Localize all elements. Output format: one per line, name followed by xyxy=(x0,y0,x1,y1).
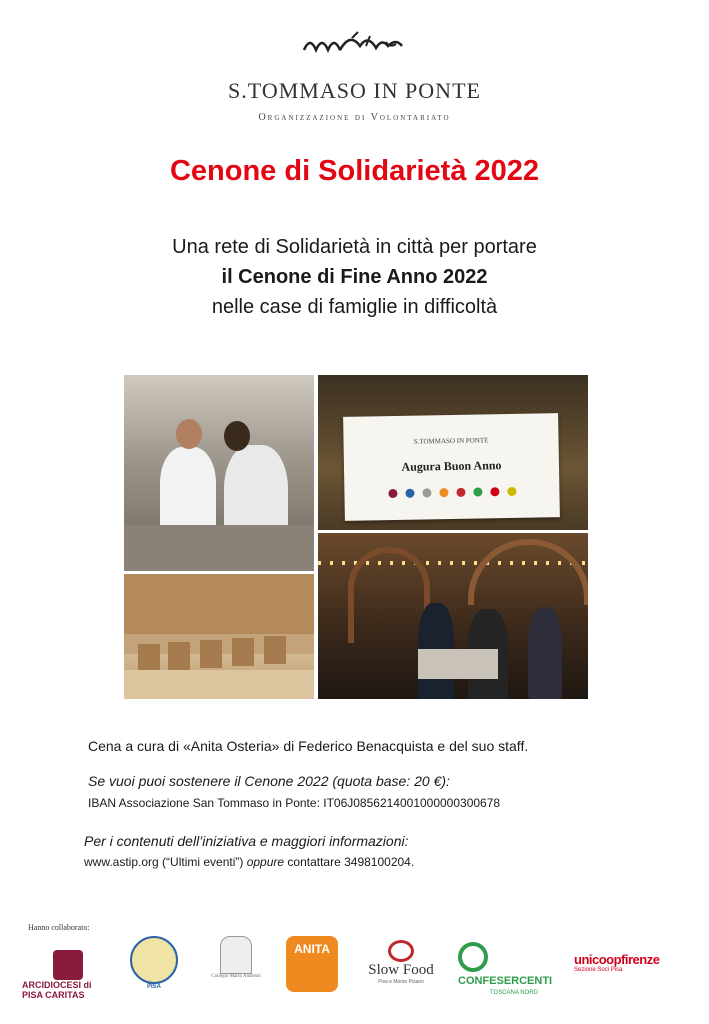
sponsor-dot xyxy=(456,488,465,497)
chef-figure xyxy=(160,447,216,537)
collaborators-label: Hanno collaborato: xyxy=(28,923,90,932)
iban-text: IBAN Associazione San Tommaso in Ponte: IT06J0856214001000000300678 xyxy=(88,796,501,810)
oppure-text: oppure xyxy=(246,855,285,869)
collegio-logo xyxy=(208,936,264,1000)
calligraphy-logo-icon xyxy=(300,28,410,62)
page-title: Cenone di Solidarietà 2022 xyxy=(169,155,540,187)
sponsor-logos xyxy=(22,936,692,1000)
slow-food-caption: Pisa e Monte Pisano xyxy=(378,979,424,985)
bag xyxy=(200,640,222,668)
confesercenti-name: CONFESERCENTI xyxy=(458,974,553,987)
sign-board xyxy=(343,413,560,521)
collegio-caption: Collegio Mario Andreini xyxy=(211,974,261,979)
caritas-cross-icon xyxy=(53,950,83,980)
pubblica-caption: PISA xyxy=(146,984,161,990)
logo xyxy=(0,28,709,62)
bag xyxy=(168,642,190,670)
photo-sign xyxy=(318,375,588,530)
unicoop-name: unicoopfirenze xyxy=(574,952,660,967)
info-text: Per i contenuti dell’iniziativa e maggiori informazioni: xyxy=(84,833,409,849)
arch xyxy=(468,539,588,605)
sponsor-dot xyxy=(490,487,499,496)
intro-line-3: nelle case di famiglie in difficoltà xyxy=(211,296,498,318)
chef-head xyxy=(224,421,250,451)
org-name: S.TOMMASO IN PONTE xyxy=(228,78,481,103)
counter xyxy=(124,525,314,571)
bag xyxy=(138,644,160,670)
table xyxy=(418,649,498,679)
anita-badge: ANITA xyxy=(286,936,338,992)
pubblica-assistenza-logo xyxy=(126,936,182,996)
photo-collage xyxy=(124,375,588,699)
sponsor-dot xyxy=(439,488,448,497)
unicoop-caption: Sezione Soci Pisa xyxy=(574,967,623,973)
photo-chefs-cooking xyxy=(124,375,314,571)
intro xyxy=(0,232,709,322)
website-link[interactable]: www.astip.org (“Ultimi eventi”) xyxy=(84,855,247,869)
unicoop-logo xyxy=(574,952,686,992)
anita-logo xyxy=(284,936,340,996)
sponsor-dot xyxy=(388,489,397,498)
shield-icon xyxy=(130,936,178,984)
credits-text: Cena a cura di «Anita Osteria» di Federico Benacquista e del suo staff. xyxy=(88,738,529,754)
confesercenti-logo xyxy=(458,942,568,996)
intro-line-1: Una rete di Solidarietà in città per portare xyxy=(172,236,537,258)
floor xyxy=(124,670,314,699)
intro-line-2: il Cenone di Fine Anno 2022 xyxy=(221,266,488,288)
sign-text: Augura Buon Anno xyxy=(401,458,502,474)
chef-head xyxy=(176,419,202,449)
sponsor-dot xyxy=(405,489,414,498)
sponsor-dot xyxy=(473,487,482,496)
arch xyxy=(348,547,430,643)
bag xyxy=(232,638,254,666)
org-subtitle: Organizzazione di Volontariato xyxy=(258,112,451,123)
person-figure xyxy=(528,607,562,699)
building-icon xyxy=(220,936,252,974)
sign-org: S.TOMMASO IN PONTE xyxy=(413,436,489,446)
caritas-text: ARCIDIOCESI di PISA CARITAS xyxy=(22,980,92,1000)
sign-logos xyxy=(344,486,559,499)
bag xyxy=(264,636,286,664)
slow-food-logo xyxy=(358,940,444,996)
confesercenti-mark-icon xyxy=(458,942,488,972)
photo-courtyard xyxy=(318,533,588,699)
contact-line xyxy=(84,855,644,869)
slow-food-name: Slow Food xyxy=(368,962,434,978)
support-text: Se vuoi puoi sostenere il Cenone 2022 (quota base: 20 €): xyxy=(88,773,450,789)
confesercenti-caption: TOSCANA NORD xyxy=(490,990,538,996)
snail-icon xyxy=(388,940,414,962)
caritas-logo xyxy=(22,950,114,1000)
sponsor-dot xyxy=(422,488,431,497)
sponsor-dot xyxy=(507,487,516,496)
photo-bags-tables xyxy=(124,574,314,699)
phone-text: contattare 3498100204. xyxy=(284,855,415,869)
wall xyxy=(124,574,314,634)
